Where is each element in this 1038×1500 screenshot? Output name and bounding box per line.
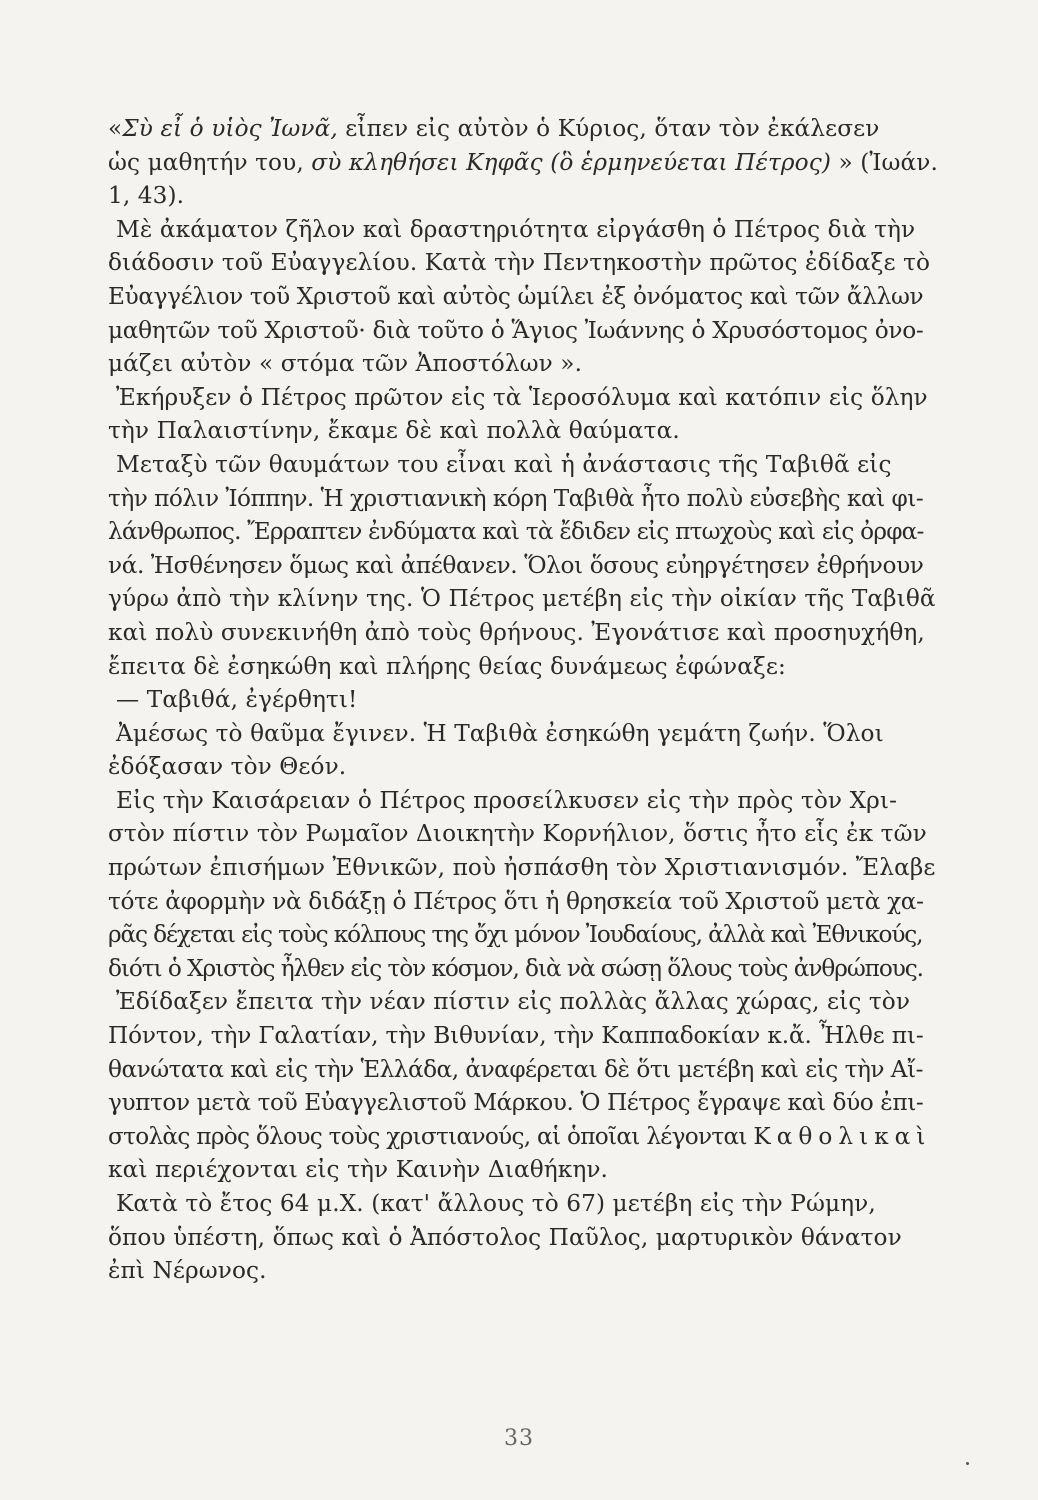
text-segment: Σὺ εἶ ὁ υἱὸς Ἰωνᾶ, [122, 115, 338, 142]
text-line [108, 885, 930, 919]
text-line [108, 683, 930, 717]
text-segment: καὶ περιέχονται εἰς τὴν Καινὴν Διαθήκην. [108, 1156, 609, 1184]
text-segment: καὶ πολὺ συνεκινήθη ἀπὸ τοὺς θρήνους. Ἐγονάτισε καὶ προσηυχήθη, [108, 618, 925, 646]
text-line [108, 179, 930, 213]
text-line [108, 1187, 930, 1221]
text-line [108, 784, 930, 818]
text-segment: ρᾶς δέχεται εἰς τοὺς κόλπους της ὄχι μόνον Ἰουδαίους, ἀλλὰ καὶ Ἐθνικούς, [108, 921, 923, 949]
text-segment: στολὰς πρὸς ὅλους τοὺς χριστιανούς, αἱ ὁποῖαι λέγονται [108, 1122, 754, 1150]
text-segment: Ἐκήρυξεν ὁ Πέτρος πρῶτον εἰς τὰ Ἱεροσόλυμα καὶ κατόπιν εἰς ὅλην [116, 383, 928, 411]
text-line [108, 985, 930, 1019]
text-line [108, 750, 930, 784]
text-segment: ἐπὶ Νέρωνος. [108, 1257, 267, 1285]
text-line [108, 650, 930, 684]
text-segment: ἐδόξασαν τὸν Θεόν. [108, 753, 347, 781]
text-line [108, 616, 930, 650]
text-line [108, 549, 930, 583]
text-line [108, 347, 930, 381]
text-line [108, 213, 930, 247]
text-line [108, 1086, 930, 1120]
text-line [108, 851, 936, 885]
text-line [108, 817, 930, 851]
text-segment: διάδοσιν τοῦ Εὐαγγελίου. Κατὰ τὴν Πεντηκοστὴν πρῶτος ἐδίδαξε τὸ [108, 249, 931, 277]
text-segment: ἔπειτα δὲ ἐσηκώθη καὶ πλήρης θείας δυνάμεως ἐφώναξε: [108, 652, 786, 680]
text-segment: — Ταβιθά, ἐγέρθητι! [116, 686, 358, 714]
text-segment: διότι ὁ Χριστὸς ἦλθεν εἰς τὸν κόσμον, διὰ νὰ σώσῃ ὅλους τοὺς ἀνθρώπους. [108, 954, 923, 982]
text-line [108, 717, 930, 751]
text-segment: 1, 43). [108, 182, 185, 210]
text-segment: Κατὰ τὸ ἔτος 64 μ.Χ. (κατ' ἄλλους τὸ 67) μετέβη εἰς τὴν Ρώμην, [116, 1190, 876, 1217]
text-segment: Μεταξὺ τῶν θαυμάτων του εἶναι καὶ ἡ ἀνάστασις τῆς Ταβιθᾶ εἰς [116, 450, 892, 478]
text-line [108, 280, 930, 314]
text-line [108, 952, 930, 986]
text-segment: ὡς μαθητήν του, [108, 148, 312, 176]
text-line [108, 582, 936, 616]
text-line [108, 918, 930, 952]
text-segment: θανώτατα καὶ εἰς τὴν Ἑλλάδα, ἀναφέρεται δὲ ὅτι μετέβη καὶ εἰς τὴν Αἴ- [108, 1055, 923, 1083]
text-segment: γύρω ἀπὸ τὴν κλίνην της. Ὁ Πέτρος μετέβη εἰς τὴν οἰκίαν τῆς Ταβιθᾶ [108, 585, 936, 613]
text-segment: Ἀμέσως τὸ θαῦμα ἔγινεν. Ἡ Ταβιθὰ ἐσηκώθη γεμάτη ζωήν. Ὅλοι [116, 719, 884, 747]
text-segment: λάνθρωπος. Ἔρραπτεν ἐνδύματα καὶ τὰ ἔδιδεν εἰς πτωχοὺς καὶ εἰς ὀρφα- [108, 518, 924, 546]
text-segment: τὴν πόλιν Ἰόππην. Ἡ χριστιανικὴ κόρη Ταβιθὰ ἦτο πολὺ εὐσεβὴς καὶ φι- [108, 484, 924, 512]
text-segment: Μὲ ἀκάματον ζῆλον καὶ δραστηριότητα εἰργάσθη ὁ Πέτρος διὰ τὴν [116, 215, 916, 243]
text-segment: γυπτον μετὰ τοῦ Εὐαγγελιστοῦ Μάρκου. Ὁ Πέτρος ἔγραψε καὶ δύο ἐπι- [108, 1089, 924, 1117]
text-segment: τὴν Παλαιστίνην, ἔκαμε δὲ καὶ πολλὰ θαύματα. [108, 417, 680, 445]
text-line [108, 1120, 930, 1154]
text-segment: μαθητῶν τοῦ Χριστοῦ· διὰ τοῦτο ὁ Ἅγιος Ἰωάννης ὁ Χρυσόστομος ὀνο- [108, 316, 924, 344]
text-segment: Πόντον, τὴν Γαλατίαν, τὴν Βιθυνίαν, τὴν Καππαδοκίαν κ.ἄ. Ἦλθε πι- [108, 1022, 924, 1050]
text-line [108, 1254, 930, 1288]
text-line [108, 448, 930, 482]
text-line [108, 1019, 930, 1053]
text-line [108, 1053, 930, 1087]
text-segment: τότε ἀφορμὴν νὰ διδάξῃ ὁ Πέτρος ὅτι ἡ θρησκεία τοῦ Χριστοῦ μετὰ χα- [108, 887, 924, 915]
text-line [108, 381, 930, 415]
text-line [108, 314, 930, 348]
text-segment: Καθολικαὶ [753, 1122, 932, 1150]
text-line [108, 146, 938, 180]
text-line [108, 414, 930, 448]
text-segment: « [108, 115, 123, 142]
text-line [108, 515, 930, 549]
text-segment: Εἰς τὴν Καισάρειαν ὁ Πέτρος προσείλκυσεν εἰς τὴν πρὸς τὸν Χρι- [116, 786, 898, 814]
text-line [108, 482, 930, 516]
text-segment: » (Ἰωάν. [830, 148, 938, 176]
text-segment: πρώτων ἐπισήμων Ἐθνικῶν, ποὺ ἠσπάσθη τὸν Χριστιανισμόν. Ἔλαβε [108, 854, 936, 882]
text-segment: Εὐαγγέλιον τοῦ Χριστοῦ καὶ αὐτὸς ὡμίλει ἐξ ὀνόματος καὶ τῶν ἄλλων [108, 282, 924, 310]
text-line [108, 1153, 930, 1187]
text-segment: Ἐδίδαξεν ἔπειτα τὴν νέαν πίστιν εἰς πολλὰς ἄλλας χώρας, εἰς τὸν [116, 988, 911, 1016]
ink-speck [966, 1462, 969, 1465]
document-body [108, 112, 938, 1288]
text-segment: ὅπου ὑπέστη, ὅπως καὶ ὁ Ἀπόστολος Παῦλος, μαρτυρικὸν θάνατον [108, 1223, 902, 1251]
page-number: 33 [504, 1426, 534, 1451]
text-segment: νά. Ἠσθένησεν ὅμως καὶ ἀπέθανεν. Ὅλοι ὅσους εὐηργέτησεν ἐθρήνουν [108, 551, 924, 579]
text-line [108, 246, 930, 280]
text-line [108, 112, 930, 146]
text-segment: στὸν πίστιν τὸν Ρωμαῖον Διοικητὴν Κορνήλιον, ὅστις ἦτο εἷς ἐκ τῶν [108, 820, 927, 848]
text-segment: μάζει αὐτὸν « στόμα τῶν Ἀποστόλων ». [108, 350, 583, 378]
text-line [108, 1221, 930, 1255]
text-segment: σὺ κληθήσει Κηφᾶς (ὃ ἑρμηνεύεται Πέτρος) [311, 148, 831, 176]
text-segment: εἶπεν εἰς αὐτὸν ὁ Κύριος, ὅταν τὸν ἐκάλεσεν [337, 115, 880, 142]
